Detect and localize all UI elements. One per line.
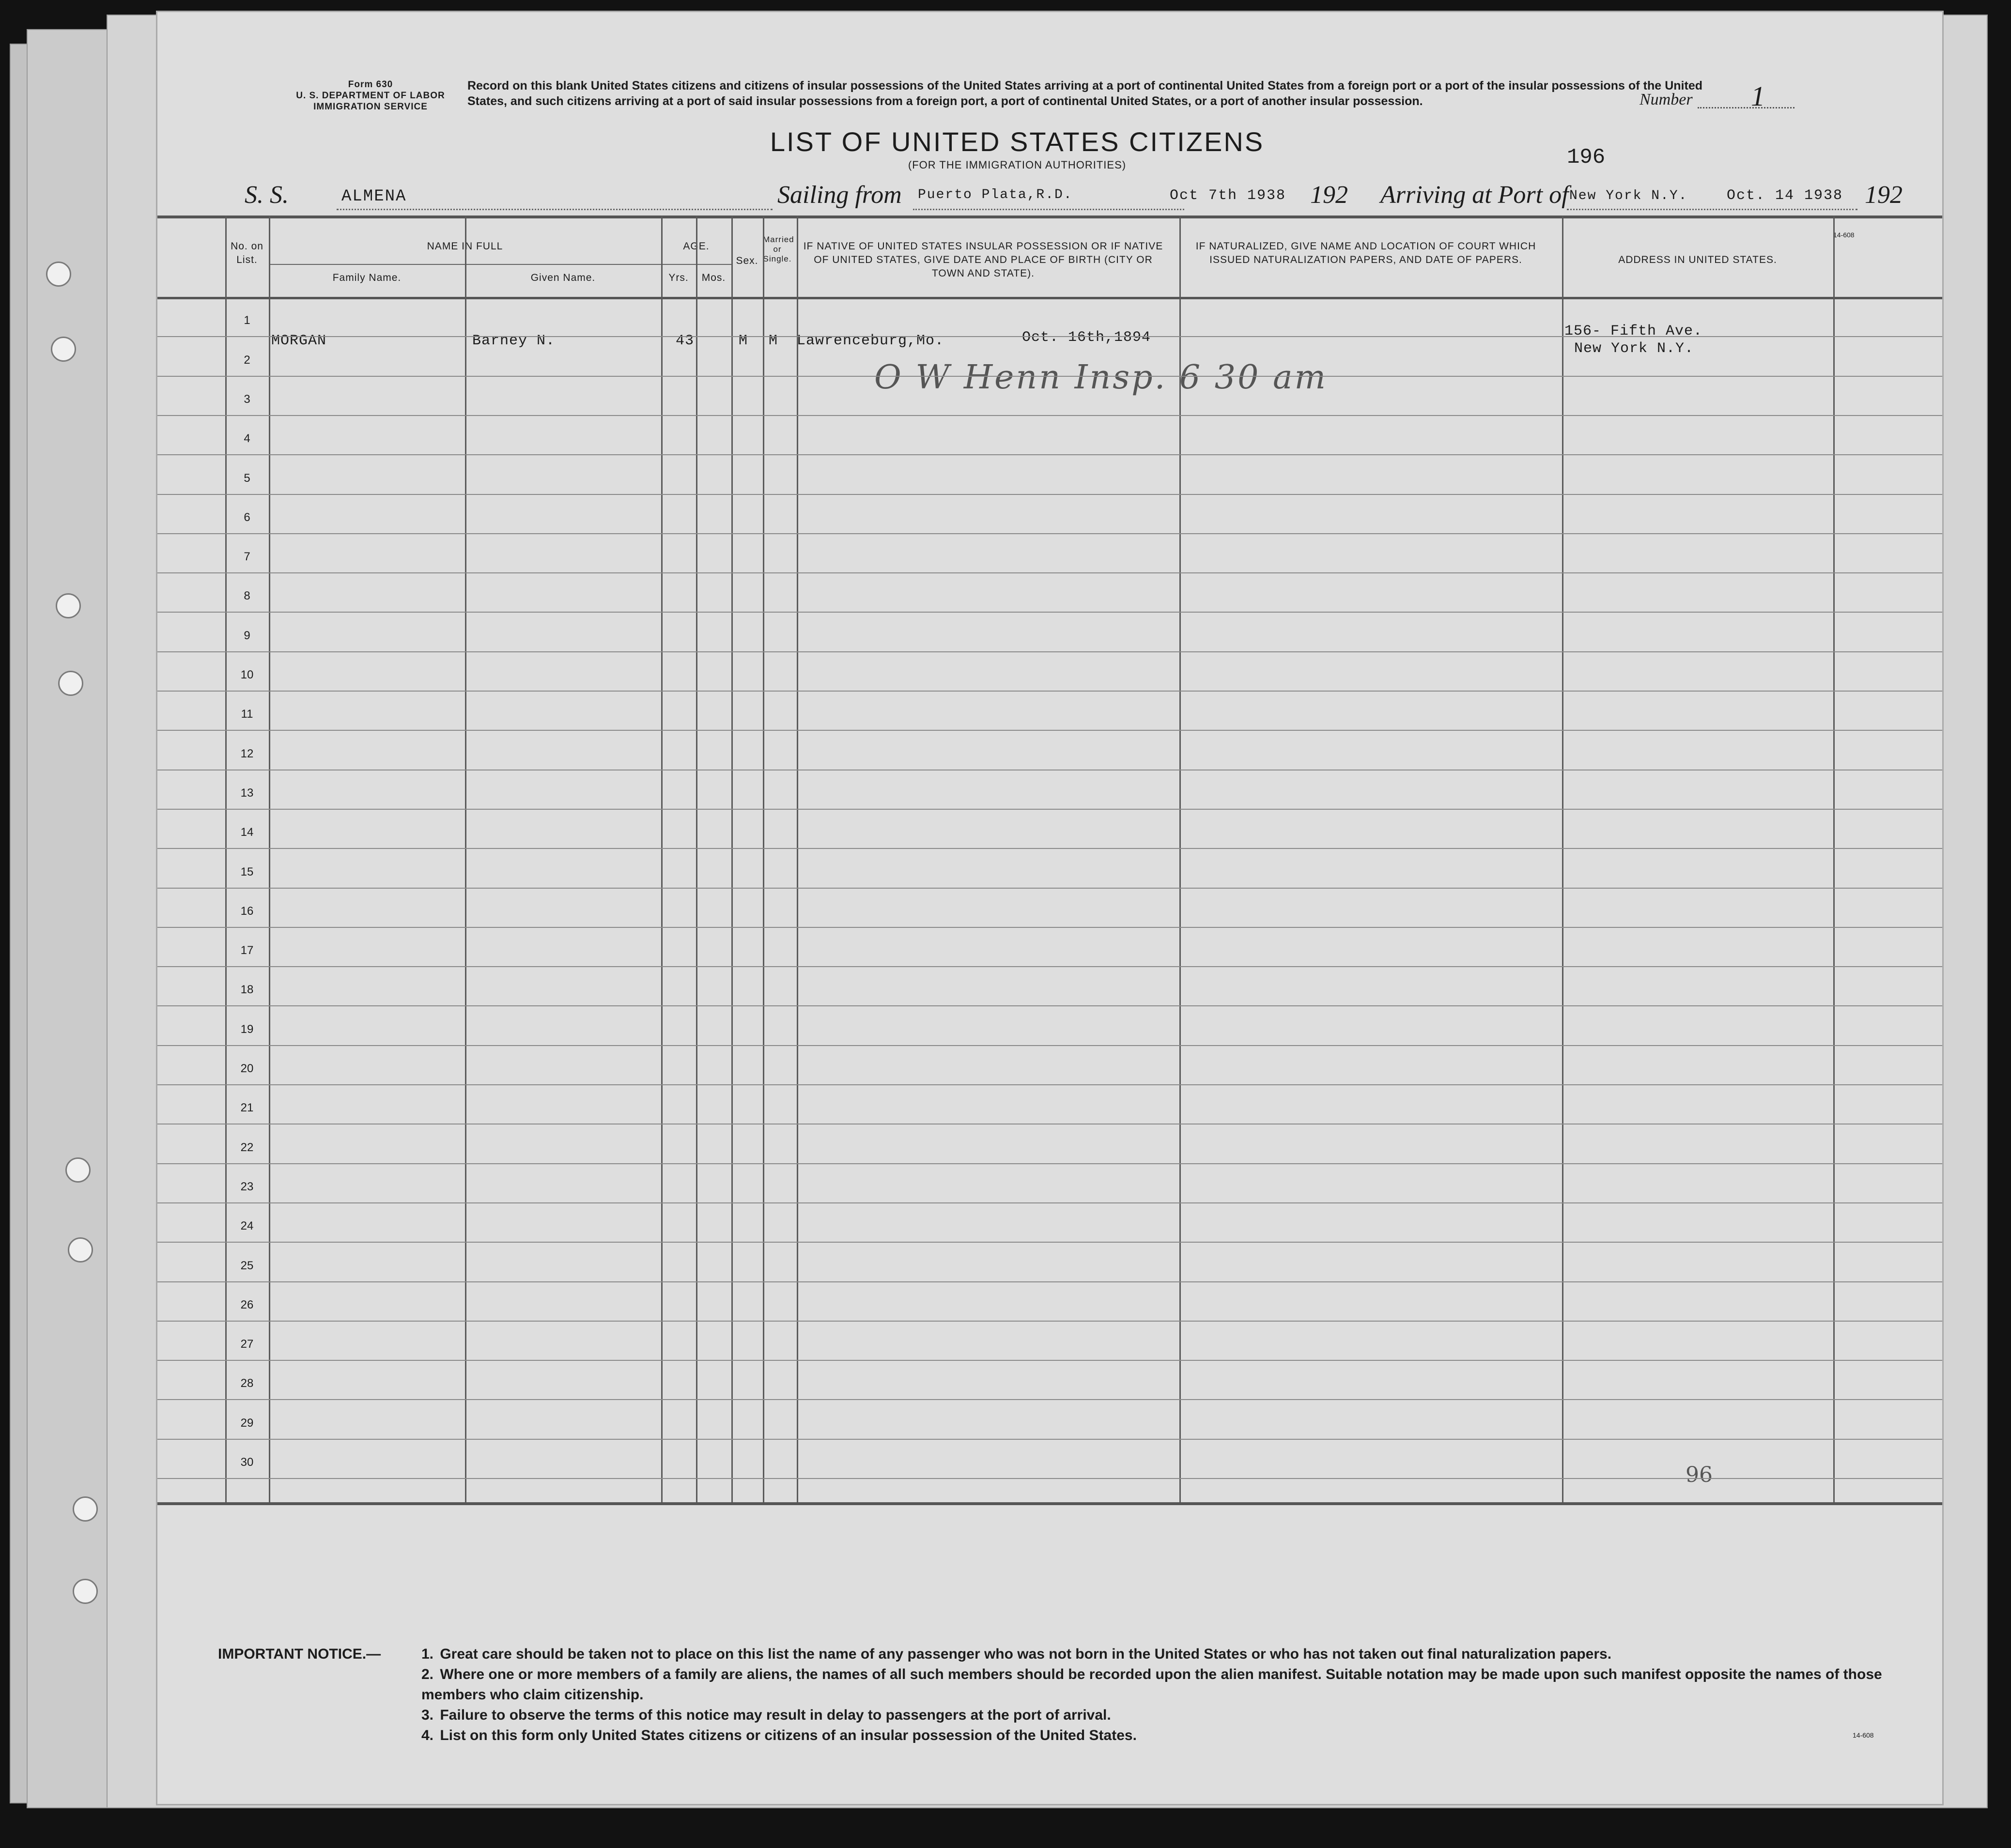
table-rule (157, 651, 1942, 652)
column-rule (225, 216, 227, 1502)
service-name: IMMIGRATION SERVICE (313, 102, 428, 112)
binder-hole (65, 1157, 91, 1183)
table-rule (157, 1202, 1942, 1203)
row-number: 2 (244, 353, 250, 367)
notice-item-text: List on this form only United States citizens or citizens of an insular possession of the United States. (440, 1727, 1137, 1743)
column-rule (763, 216, 764, 1502)
row-number: 19 (240, 1022, 254, 1036)
notice-title: IMPORTANT NOTICE.— (218, 1646, 381, 1662)
row-number: 12 (240, 747, 254, 760)
entry-marital-status: M (769, 333, 778, 349)
binder-hole (56, 593, 81, 618)
table-rule (157, 533, 1942, 534)
table-rule (157, 888, 1942, 889)
sailing-date: Oct 7th 1938 (1170, 187, 1286, 204)
header-naturalization: IF NATURALIZED, GIVE NAME AND LOCATION OF COURT WHICH ISSUED NATURALIZATION PAPERS, AND DATE OF PAPERS. (1195, 241, 1536, 265)
table-rule (157, 809, 1942, 810)
entry-age-yrs: 43 (676, 333, 695, 349)
manifest-sheet (156, 11, 1944, 1805)
notice-item-text: Failure to observe the terms of this notice may result in delay to passengers at the port of arrival. (440, 1707, 1111, 1723)
table-rule (157, 1242, 1942, 1243)
header-address: ADDRESS IN UNITED STATES. (1618, 254, 1777, 265)
table-rule (157, 1360, 1942, 1361)
entry-birth-place: Lawrenceburg,Mo. (797, 333, 944, 349)
row-number: 10 (240, 668, 254, 681)
department-name: U. S. DEPARTMENT OF LABOR (296, 91, 445, 101)
table-rule (157, 415, 1942, 416)
column-rule (661, 216, 663, 1502)
table-rule (157, 927, 1942, 928)
header-family-name: Family Name. (332, 272, 402, 283)
table-rule (157, 1321, 1942, 1322)
row-number: 6 (244, 510, 250, 524)
entry-given-name: Barney N. (472, 333, 556, 349)
binder-hole (73, 1496, 98, 1522)
binder-hole (68, 1237, 93, 1263)
number-value: 1 (1751, 80, 1765, 112)
passenger-table (157, 216, 1942, 1552)
table-rule (157, 1163, 1942, 1164)
table-rule (157, 1005, 1942, 1006)
table-rule (157, 572, 1942, 573)
column-rule (1179, 216, 1181, 1502)
entry-family-name: MORGAN (271, 333, 327, 349)
column-rule (1562, 216, 1563, 1502)
row-number: 8 (244, 589, 250, 603)
list-number: 196 (1567, 145, 1606, 169)
row-number: 24 (240, 1219, 254, 1233)
table-rule (157, 1478, 1942, 1479)
form-number: Form 630 (348, 79, 393, 90)
table-rule (157, 454, 1942, 455)
page-title: LIST OF UNITED STATES CITIZENS (770, 126, 1265, 157)
sailing-port-line (913, 209, 1184, 210)
row-number: 29 (240, 1416, 254, 1430)
entry-birth-date: Oct. 16th,1894 (1022, 329, 1151, 346)
header-no-on-list: No. on List. (231, 241, 263, 265)
table-rule (157, 336, 1942, 337)
row-number: 3 (244, 392, 250, 406)
header-given-name: Given Name. (530, 272, 596, 283)
row-number: 7 (244, 550, 250, 564)
row-number: 14 (240, 826, 254, 839)
row-number: 25 (240, 1259, 254, 1272)
row-number: 13 (240, 786, 254, 800)
table-rule (157, 297, 1942, 299)
entry-sex: M (739, 333, 748, 349)
row-number: 20 (240, 1062, 254, 1075)
table-rule (157, 1045, 1942, 1046)
arrival-line (1567, 209, 1857, 210)
table-rule (157, 1399, 1942, 1400)
column-rule (731, 216, 733, 1502)
year-suffix: 192 (1310, 181, 1348, 209)
entry-address-line1: 156- Fifth Ave. (1564, 323, 1703, 339)
column-rule (696, 216, 697, 1502)
row-number: 28 (240, 1377, 254, 1390)
header-sex: Sex. (736, 255, 758, 266)
stamp-number: 96 (1686, 1463, 1713, 1487)
row-number: 21 (240, 1101, 254, 1115)
ss-label: S. S. (245, 181, 289, 209)
row-number: 15 (240, 865, 254, 878)
notice-item-3: 3. Failure to observe the terms of this notice may result in delay to passengers at the port of arrival. (421, 1707, 1111, 1723)
row-number: 9 (244, 629, 250, 642)
binder-hole (58, 671, 83, 696)
ship-name: ALMENA (341, 187, 407, 206)
number-label: Number (1640, 91, 1693, 108)
binder-hole (73, 1579, 98, 1604)
table-rule (157, 376, 1942, 377)
binder-hole (51, 337, 76, 362)
notice-item-2: 2. Where one or more members of a family are aliens, the names of all such members should be recorded upon the alien manifest. Suitable notation may be made upon such manifest opposite the names of those members who claim citizenship. (421, 1666, 1882, 1703)
notice-item-1: 1. Great care should be taken not to place on this list the name of any passenger who was not born in the United States or who has not taken out final naturalization papers. (421, 1646, 1612, 1662)
table-corner-code: 14-608 (1833, 231, 1855, 239)
arrival-date: Oct. 14 1938 (1727, 187, 1843, 204)
row-number: 22 (240, 1140, 254, 1154)
header-yrs: Yrs. (668, 272, 689, 283)
table-rule (157, 1439, 1942, 1440)
row-number: 5 (244, 471, 250, 485)
entry-address-line2: New York N.Y. (1574, 340, 1694, 357)
header-native-birthplace: IF NATIVE OF UNITED STATES INSULAR POSSESSION OR IF NATIVE OF UNITED STATES, GIVE DATE AND PLACE OF BIRTH (CITY OR TOWN AND STATE). (803, 241, 1163, 279)
record-instructions: Record on this blank United States citizens and citizens of insular possessions of the United States arriving at a port of continental United States from a foreign port or a port of the insular possessions of the United States, and such citizens arriving at a port of said insular possessions from a foreign port, a port of continental United States, or a port of another insular possession. (467, 79, 1702, 108)
column-rule (797, 216, 798, 1502)
row-number: 16 (240, 904, 254, 918)
voyage-line (245, 177, 1940, 216)
row-number: 27 (240, 1338, 254, 1351)
table-rule (157, 612, 1942, 613)
notice-item-text: Great care should be taken not to place on this list the name of any passenger who was not born in the United States or who has not taken out final naturalization papers. (440, 1646, 1612, 1662)
table-rule (157, 691, 1942, 692)
row-number: 4 (244, 432, 250, 446)
column-rule (1833, 216, 1835, 1502)
footer-form-code: 14-608 (1853, 1731, 1874, 1739)
row-number: 30 (240, 1456, 254, 1469)
page-subtitle: (FOR THE IMMIGRATION AUTHORITIES) (908, 159, 1127, 171)
table-rule (157, 966, 1942, 967)
inspector-annotation: O W Henn Insp. 6 30 am (874, 358, 1328, 397)
header-age: AGE. (683, 241, 710, 252)
row-number: 23 (240, 1180, 254, 1193)
header-mos: Mos. (701, 272, 726, 283)
row-number: 18 (240, 983, 254, 997)
table-rule (157, 494, 1942, 495)
year-suffix: 192 (1865, 181, 1903, 209)
form-identifier (245, 79, 496, 112)
header-married-or-single: Married or Single. (763, 235, 794, 263)
table-rule (157, 730, 1942, 731)
sailing-label: Sailing from (777, 181, 902, 209)
row-number: 11 (241, 708, 253, 721)
arriving-label: Arriving at Port of (1380, 181, 1569, 209)
column-rule (465, 216, 466, 1502)
ship-name-line (337, 209, 773, 210)
table-rule (157, 848, 1942, 849)
sailing-port: Puerto Plata,R.D. (918, 187, 1073, 202)
row-number: 17 (240, 944, 254, 957)
notice-item-4: 4. List on this form only United States citizens or citizens of an insular possession of the United States. (421, 1727, 1137, 1743)
row-number: 1 (244, 314, 250, 327)
binder-hole (46, 262, 71, 287)
arrival-port: New York N.Y. (1569, 188, 1688, 203)
table-rule (157, 1281, 1942, 1282)
header-name-in-full: NAME IN FULL (427, 241, 503, 252)
row-number: 26 (240, 1298, 254, 1311)
table-rule (157, 1084, 1942, 1085)
notice-item-text: Where one or more members of a family are aliens, the names of all such members should be recorded upon the alien manifest. Suitable notation may be made upon such manifest opposite the names of those members who claim citizenship. (421, 1666, 1882, 1703)
table-rule (157, 1502, 1942, 1505)
number-line (1698, 107, 1794, 108)
column-rule (269, 216, 270, 1502)
table-rule (157, 216, 1942, 218)
